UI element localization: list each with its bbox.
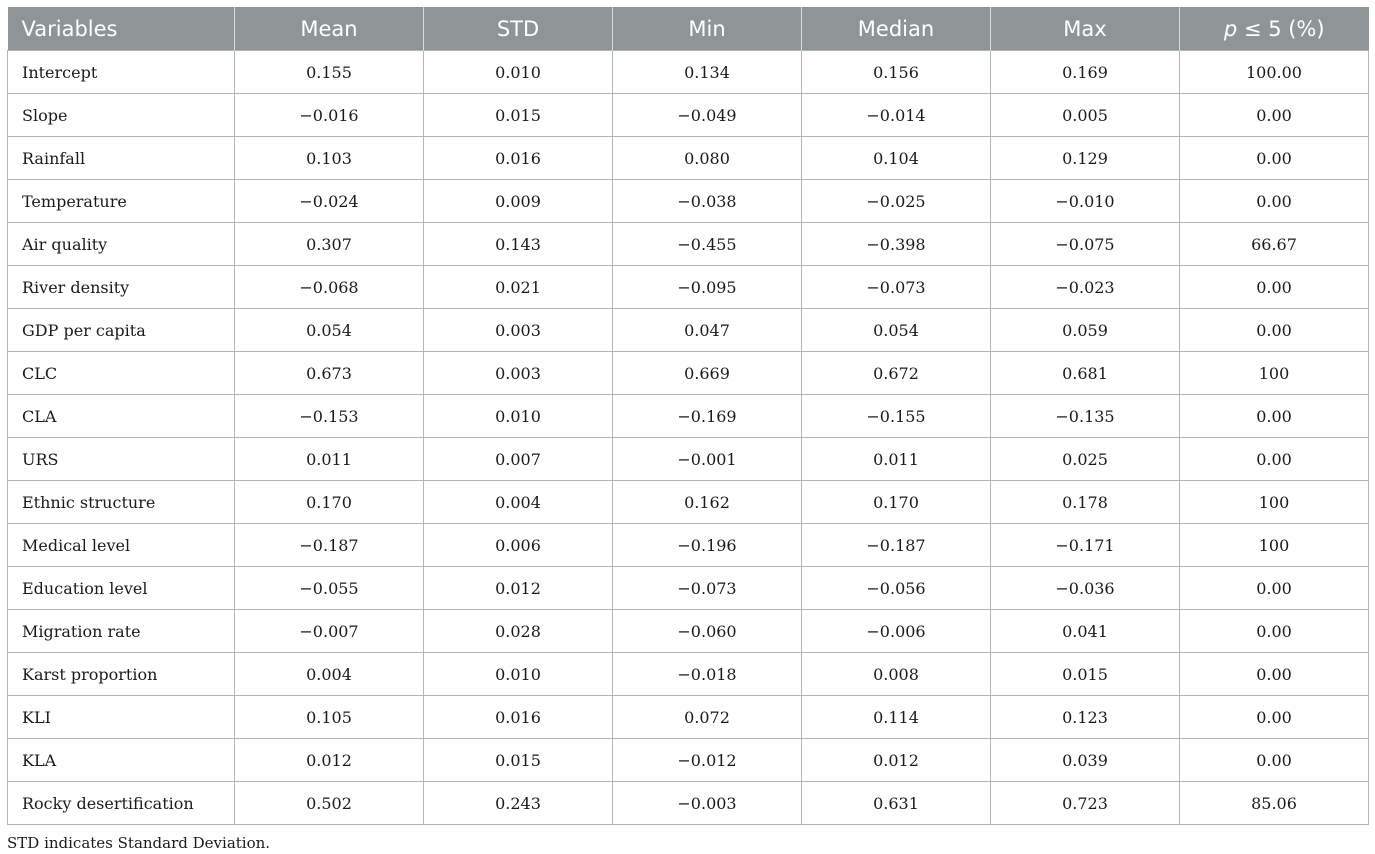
value-cell: 0.00 xyxy=(1180,395,1369,438)
value-cell: 0.007 xyxy=(424,438,613,481)
variable-name-cell: URS xyxy=(8,438,235,481)
value-cell: −0.007 xyxy=(235,610,424,653)
value-cell: 0.009 xyxy=(424,180,613,223)
table-row xyxy=(8,309,1369,352)
variable-name-cell: Medical level xyxy=(8,524,235,567)
value-cell: 0.015 xyxy=(424,94,613,137)
table-body xyxy=(8,51,1369,825)
value-cell: −0.018 xyxy=(613,653,802,696)
variable-name-cell: CLC xyxy=(8,352,235,395)
value-cell: 0.502 xyxy=(235,782,424,825)
value-cell: 0.681 xyxy=(991,352,1180,395)
value-cell: 0.631 xyxy=(802,782,991,825)
table-footnote: STD indicates Standard Deviation. xyxy=(7,834,271,852)
p-symbol: p xyxy=(1223,16,1238,41)
value-cell: 0.104 xyxy=(802,137,991,180)
table-row xyxy=(8,524,1369,567)
value-cell: −0.169 xyxy=(613,395,802,438)
variable-name-cell: Slope xyxy=(8,94,235,137)
value-cell: 0.011 xyxy=(802,438,991,481)
table-row xyxy=(8,653,1369,696)
value-cell: −0.025 xyxy=(802,180,991,223)
value-cell: −0.187 xyxy=(802,524,991,567)
variable-name-cell: Air quality xyxy=(8,223,235,266)
value-cell: 0.059 xyxy=(991,309,1180,352)
value-cell: −0.010 xyxy=(991,180,1180,223)
value-cell: −0.001 xyxy=(613,438,802,481)
value-cell: −0.038 xyxy=(613,180,802,223)
value-cell: 0.00 xyxy=(1180,309,1369,352)
value-cell: 0.00 xyxy=(1180,137,1369,180)
value-cell: −0.073 xyxy=(613,567,802,610)
value-cell: −0.187 xyxy=(235,524,424,567)
value-cell: −0.016 xyxy=(235,94,424,137)
value-cell: 0.170 xyxy=(235,481,424,524)
value-cell: 0.00 xyxy=(1180,610,1369,653)
value-cell: 0.004 xyxy=(235,653,424,696)
value-cell: 0.080 xyxy=(613,137,802,180)
value-cell: 0.016 xyxy=(424,696,613,739)
table-row xyxy=(8,266,1369,309)
value-cell: 0.00 xyxy=(1180,739,1369,782)
value-cell: 0.039 xyxy=(991,739,1180,782)
variable-name-cell: CLA xyxy=(8,395,235,438)
table-row xyxy=(8,567,1369,610)
variable-name-cell: Education level xyxy=(8,567,235,610)
table-row xyxy=(8,352,1369,395)
value-cell: 0.006 xyxy=(424,524,613,567)
variable-name-cell: KLA xyxy=(8,739,235,782)
value-cell: 85.06 xyxy=(1180,782,1369,825)
value-cell: 0.00 xyxy=(1180,94,1369,137)
variable-name-cell: Ethnic structure xyxy=(8,481,235,524)
value-cell: 0.047 xyxy=(613,309,802,352)
value-cell: 0.156 xyxy=(802,51,991,94)
value-cell: 0.016 xyxy=(424,137,613,180)
value-cell: −0.075 xyxy=(991,223,1180,266)
value-cell: 0.008 xyxy=(802,653,991,696)
value-cell: 0.123 xyxy=(991,696,1180,739)
value-cell: −0.196 xyxy=(613,524,802,567)
value-cell: 0.010 xyxy=(424,395,613,438)
value-cell: −0.153 xyxy=(235,395,424,438)
value-cell: −0.036 xyxy=(991,567,1180,610)
value-cell: 0.00 xyxy=(1180,696,1369,739)
value-cell: 0.00 xyxy=(1180,438,1369,481)
value-cell: −0.060 xyxy=(613,610,802,653)
table-row xyxy=(8,51,1369,94)
table-row xyxy=(8,223,1369,266)
value-cell: 0.162 xyxy=(613,481,802,524)
value-cell: 0.243 xyxy=(424,782,613,825)
value-cell: 0.010 xyxy=(424,51,613,94)
value-cell: 0.041 xyxy=(991,610,1180,653)
variable-name-cell: Migration rate xyxy=(8,610,235,653)
table-row xyxy=(8,782,1369,825)
value-cell: 0.054 xyxy=(802,309,991,352)
value-cell: 100 xyxy=(1180,524,1369,567)
variable-name-cell: River density xyxy=(8,266,235,309)
statistics-table xyxy=(7,7,1369,825)
value-cell: 0.103 xyxy=(235,137,424,180)
table-row xyxy=(8,739,1369,782)
variable-name-cell: Intercept xyxy=(8,51,235,94)
value-cell: −0.024 xyxy=(235,180,424,223)
value-cell: 0.072 xyxy=(613,696,802,739)
value-cell: 0.010 xyxy=(424,653,613,696)
variable-name-cell: GDP per capita xyxy=(8,309,235,352)
value-cell: 0.028 xyxy=(424,610,613,653)
value-cell: 0.673 xyxy=(235,352,424,395)
value-cell: 0.134 xyxy=(613,51,802,94)
value-cell: −0.398 xyxy=(802,223,991,266)
table-row xyxy=(8,481,1369,524)
column-header-p-value xyxy=(1180,7,1369,51)
table-row xyxy=(8,94,1369,137)
value-cell: 0.025 xyxy=(991,438,1180,481)
column-header-variables: Variables xyxy=(8,7,235,51)
variable-name-cell: Temperature xyxy=(8,180,235,223)
value-cell: −0.155 xyxy=(802,395,991,438)
value-cell: 0.00 xyxy=(1180,180,1369,223)
value-cell: 0.307 xyxy=(235,223,424,266)
value-cell: 0.003 xyxy=(424,352,613,395)
value-cell: −0.135 xyxy=(991,395,1180,438)
value-cell: 0.672 xyxy=(802,352,991,395)
table-row xyxy=(8,137,1369,180)
value-cell: 0.015 xyxy=(991,653,1180,696)
value-cell: −0.012 xyxy=(613,739,802,782)
value-cell: 0.178 xyxy=(991,481,1180,524)
value-cell: 66.67 xyxy=(1180,223,1369,266)
value-cell: 0.155 xyxy=(235,51,424,94)
value-cell: 0.00 xyxy=(1180,567,1369,610)
value-cell: 0.054 xyxy=(235,309,424,352)
value-cell: 0.012 xyxy=(424,567,613,610)
value-cell: −0.003 xyxy=(613,782,802,825)
value-cell: 0.105 xyxy=(235,696,424,739)
variable-name-cell: Rocky desertification xyxy=(8,782,235,825)
column-header-median: Median xyxy=(802,7,991,51)
value-cell: 0.114 xyxy=(802,696,991,739)
value-cell: −0.171 xyxy=(991,524,1180,567)
value-cell: 0.169 xyxy=(991,51,1180,94)
value-cell: −0.056 xyxy=(802,567,991,610)
column-header-mean: Mean xyxy=(235,7,424,51)
p-threshold-label: ≤ 5 (%) xyxy=(1237,16,1325,41)
value-cell: 0.011 xyxy=(235,438,424,481)
variable-name-cell: KLI xyxy=(8,696,235,739)
statistics-table-container xyxy=(7,7,1369,852)
table-row xyxy=(8,610,1369,653)
column-header-std: STD xyxy=(424,7,613,51)
table-row xyxy=(8,696,1369,739)
value-cell: 100 xyxy=(1180,481,1369,524)
value-cell: −0.073 xyxy=(802,266,991,309)
value-cell: 100 xyxy=(1180,352,1369,395)
value-cell: 0.669 xyxy=(613,352,802,395)
value-cell: 0.723 xyxy=(991,782,1180,825)
table-header-row xyxy=(8,7,1369,51)
value-cell: 0.015 xyxy=(424,739,613,782)
table-row xyxy=(8,180,1369,223)
value-cell: −0.023 xyxy=(991,266,1180,309)
value-cell: 0.00 xyxy=(1180,266,1369,309)
value-cell: −0.095 xyxy=(613,266,802,309)
value-cell: 0.00 xyxy=(1180,653,1369,696)
value-cell: 100.00 xyxy=(1180,51,1369,94)
value-cell: −0.055 xyxy=(235,567,424,610)
value-cell: −0.049 xyxy=(613,94,802,137)
value-cell: −0.068 xyxy=(235,266,424,309)
value-cell: 0.129 xyxy=(991,137,1180,180)
table-row xyxy=(8,438,1369,481)
value-cell: 0.005 xyxy=(991,94,1180,137)
variable-name-cell: Rainfall xyxy=(8,137,235,180)
value-cell: 0.170 xyxy=(802,481,991,524)
value-cell: −0.455 xyxy=(613,223,802,266)
table-row xyxy=(8,395,1369,438)
value-cell: 0.143 xyxy=(424,223,613,266)
value-cell: 0.021 xyxy=(424,266,613,309)
column-header-min: Min xyxy=(613,7,802,51)
value-cell: 0.012 xyxy=(802,739,991,782)
value-cell: 0.004 xyxy=(424,481,613,524)
value-cell: −0.014 xyxy=(802,94,991,137)
column-header-max: Max xyxy=(991,7,1180,51)
value-cell: 0.003 xyxy=(424,309,613,352)
variable-name-cell: Karst proportion xyxy=(8,653,235,696)
value-cell: −0.006 xyxy=(802,610,991,653)
value-cell: 0.012 xyxy=(235,739,424,782)
